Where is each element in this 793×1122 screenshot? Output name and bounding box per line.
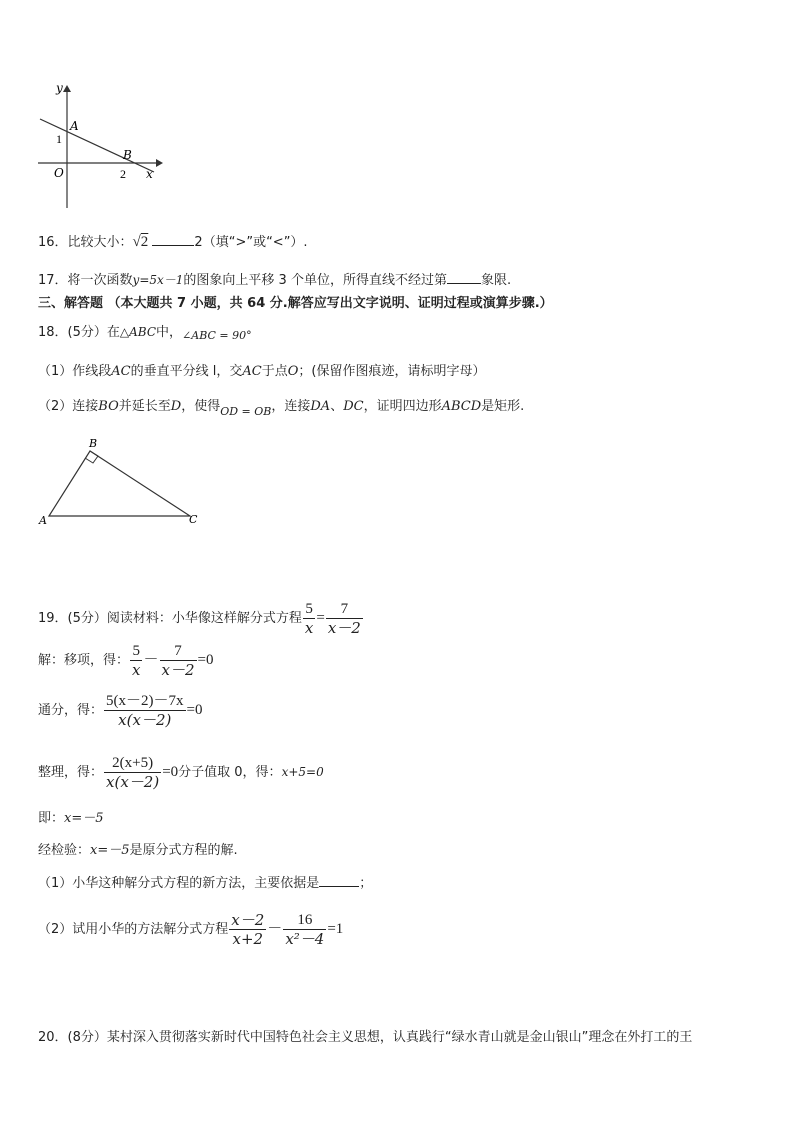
- q18-p2-e: ，连接: [271, 399, 311, 414]
- fraction: [229, 911, 266, 948]
- numerator: 7: [160, 642, 197, 661]
- q17-prefix: 17．将一次函数: [38, 273, 133, 288]
- denominator: x: [132, 661, 141, 679]
- vertex-c-label: C: [189, 513, 198, 526]
- equals-sign: =: [316, 610, 325, 626]
- sqrt-arg: 2: [140, 234, 149, 250]
- denominator: x: [304, 619, 314, 637]
- fraction: [326, 600, 363, 637]
- q17-function: y=5x－1: [132, 273, 184, 287]
- equals-zero: =0: [186, 702, 203, 718]
- q18-part2: [38, 398, 524, 416]
- q18-p2-dc: DC: [343, 399, 364, 414]
- denominator: x－2: [327, 619, 361, 637]
- x-tick-label: 2: [120, 167, 126, 181]
- step-equation: x=－5: [64, 811, 104, 826]
- point-b-label: B: [123, 148, 132, 162]
- y-axis-label: y: [56, 81, 63, 95]
- step-text: 分子值取 0，得：: [178, 765, 282, 780]
- section-heading: 三、解答题 （本大题共 7 小题，共 64 分.解答应写出文字说明、证明过程或演算步骤.）: [38, 296, 553, 311]
- q17-suffix: 象限.: [480, 273, 512, 288]
- minus-sign: －: [267, 921, 283, 937]
- q16-suffix: （填“>”或“<”）.: [202, 235, 308, 250]
- fraction: [130, 642, 142, 679]
- q16-rhs: 2: [194, 235, 203, 250]
- sqrt-expression: √2: [132, 234, 149, 250]
- step-label: 整理，得：: [38, 765, 104, 780]
- q18-p1-a: （1）作线段: [38, 364, 112, 379]
- q19-head: 19．(5分）阅读材料：小华像这样解分式方程: [38, 611, 302, 626]
- question-20: 20．(8分）某村深入贯彻落实新时代中国特色社会主义思想，认真践行“绿水青山就是金山银山”理念在外打工的王: [38, 1030, 693, 1045]
- denominator: x²－4: [285, 930, 325, 948]
- q18-p1-o: O: [287, 364, 299, 379]
- q18-p2-da: DA: [310, 399, 331, 414]
- vertex-a-label: A: [39, 514, 47, 527]
- numerator: 5: [130, 642, 142, 661]
- step-label: 通分，得：: [38, 703, 104, 718]
- point-a-label: A: [70, 119, 79, 133]
- q19-answer-blank[interactable]: [319, 873, 359, 887]
- equals-zero: =0: [197, 652, 214, 668]
- numerator: 5: [303, 600, 315, 619]
- check-text: 是原分式方程的解.: [129, 843, 238, 858]
- q18-p2-h: 是矩形.: [481, 399, 525, 414]
- denominator: x+2: [232, 930, 264, 948]
- q18-triangle: △ABC: [119, 325, 157, 339]
- question-18: [38, 323, 252, 342]
- q19-step-4: [38, 810, 104, 828]
- denominator: x－2: [161, 661, 195, 679]
- q19-p1-text: （1）小华这种解分式方程的新方法，主要依据是: [38, 876, 320, 891]
- check-equation: x=－5: [90, 843, 130, 858]
- check-label: 经检验：: [38, 843, 91, 858]
- q19-part2: [38, 907, 343, 952]
- question-17: [38, 270, 511, 290]
- numerator: 2(x+5): [104, 754, 161, 773]
- q19-step-2: [38, 690, 202, 731]
- fraction: [104, 754, 161, 791]
- minus-sign: －: [143, 652, 159, 668]
- triangle-figure: [35, 436, 205, 531]
- question-16: [38, 232, 308, 252]
- q18-p2-bo: BO: [98, 399, 119, 414]
- q19-p1-end: ；: [359, 876, 373, 891]
- q19-check: [38, 842, 238, 860]
- denominator: x(x－2): [118, 711, 172, 729]
- q18-p2-eq: OD = OB: [220, 405, 272, 418]
- fraction: [104, 692, 186, 729]
- numerator: 5(x－2)－7x: [106, 693, 184, 709]
- q18-p1-ac2: AC: [242, 364, 262, 379]
- q18-p1-c: 于点: [261, 364, 288, 379]
- q17-middle: 的图象向上平移 3 个单位，所得直线不经过第: [183, 273, 447, 288]
- q18-p1-b: 的垂直平分线 l，交: [130, 364, 243, 379]
- denominator: x(x－2): [106, 773, 160, 791]
- numerator: 7: [326, 600, 363, 619]
- vertex-b-label: B: [89, 437, 98, 450]
- origin-label: O: [54, 166, 64, 180]
- q18-mid: 中，: [156, 325, 183, 340]
- q18-part1: [38, 363, 485, 381]
- q18-head: 18．(5分）在: [38, 325, 120, 340]
- step-label: 即：: [38, 811, 65, 826]
- fraction: [160, 642, 197, 679]
- equals-one: =1: [327, 921, 344, 937]
- q19-step-3: [38, 752, 324, 793]
- q17-answer-blank[interactable]: [447, 270, 481, 284]
- x-axis-label: x: [146, 167, 153, 181]
- numerator: x－2: [231, 911, 265, 929]
- q19-part1: [38, 873, 372, 893]
- q18-angle: ∠ABC = 90°: [182, 329, 252, 342]
- coordinate-figure: [30, 80, 170, 215]
- numerator: 16: [283, 911, 326, 930]
- fraction: [283, 911, 326, 948]
- fraction: [303, 600, 315, 637]
- q16-prefix: 16．比较大小：: [38, 235, 133, 250]
- step-equation: x+5=0: [281, 765, 324, 779]
- q16-answer-blank[interactable]: [152, 232, 194, 246]
- q18-p2-g: ，证明四边形: [363, 399, 442, 414]
- question-19: [38, 598, 364, 639]
- equals-zero: =0: [162, 764, 179, 780]
- q18-p2-c: ，使得: [181, 399, 221, 414]
- q18-p2-abcd: ABCD: [441, 399, 482, 414]
- q19-p2-text: （2）试用小华的方法解分式方程: [38, 922, 229, 937]
- y-tick-label: 1: [56, 132, 62, 146]
- q18-p1-ac: AC: [111, 364, 131, 379]
- q19-step-1: [38, 640, 213, 681]
- q18-p2-a: （2）连接: [38, 399, 99, 414]
- step-label: 解：移项，得：: [38, 653, 130, 668]
- q18-p1-d: ；(保留作图痕迹，请标明字母）: [298, 364, 486, 379]
- q18-p2-d: D: [170, 399, 182, 414]
- q18-p2-f: 、: [330, 399, 344, 414]
- q18-p2-b: 并延长至: [118, 399, 171, 414]
